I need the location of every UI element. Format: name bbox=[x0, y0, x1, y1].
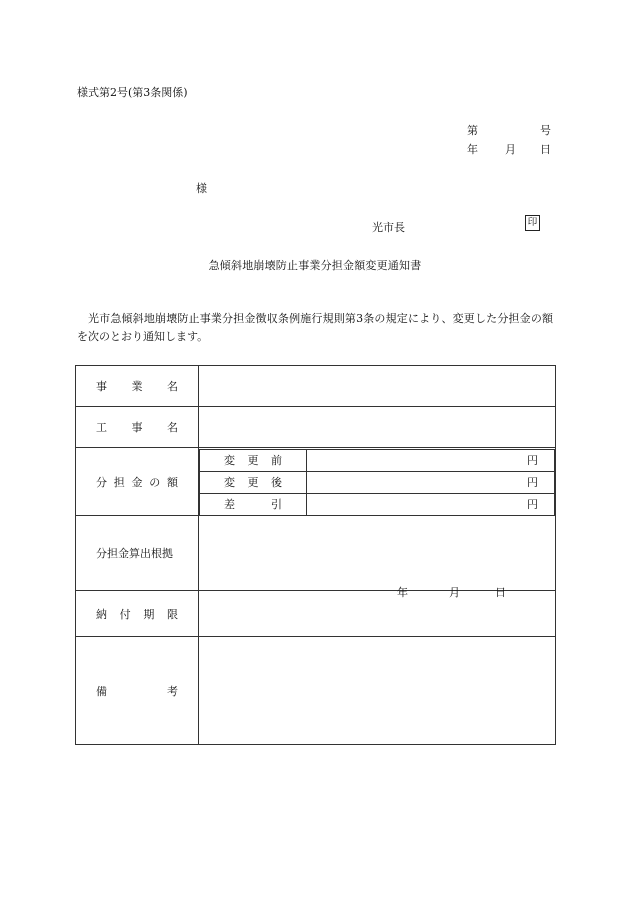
doc-number-suffix: 号 bbox=[540, 124, 551, 137]
label-char: 期 bbox=[143, 607, 155, 621]
doc-number-prefix: 第 bbox=[467, 124, 478, 137]
label-char: 変 bbox=[224, 476, 235, 489]
issuer-name: 光市長 bbox=[372, 221, 405, 234]
after-amount-field[interactable] bbox=[307, 471, 555, 493]
document-title: 急傾斜地崩壊防止事業分担金額変更通知書 bbox=[208, 259, 422, 272]
row-basis bbox=[76, 516, 556, 591]
project-name-field[interactable] bbox=[199, 366, 556, 407]
project-name-label bbox=[76, 366, 199, 407]
label-char: 後 bbox=[271, 476, 282, 489]
label-char: 更 bbox=[247, 476, 259, 489]
label-char: 差 bbox=[224, 498, 235, 511]
label-char: 考 bbox=[167, 684, 178, 698]
row-work-name bbox=[76, 407, 556, 448]
label-char: 名 bbox=[167, 421, 178, 434]
diff-label bbox=[200, 493, 307, 515]
amount-subtable bbox=[199, 449, 555, 515]
label-char: 納 bbox=[96, 607, 107, 621]
label-char: 事 bbox=[96, 380, 107, 393]
deadline-label bbox=[76, 591, 199, 637]
label-char: 担 bbox=[113, 475, 125, 489]
diff-row bbox=[200, 493, 555, 515]
seal-mark: 印 bbox=[525, 215, 540, 231]
yen-unit: 円 bbox=[527, 498, 538, 511]
body-text: 光市急傾斜地崩壊防止事業分担金徴収条例施行規則第3条の規定により、変更した分担金の額を次のとおり通知します。 bbox=[77, 312, 553, 343]
recipient-suffix: 様 bbox=[196, 182, 207, 195]
label-char: 工 bbox=[96, 421, 107, 434]
before-row bbox=[200, 449, 555, 471]
basis-field[interactable] bbox=[199, 516, 556, 591]
label-char: 金 bbox=[131, 475, 143, 489]
before-amount-field[interactable] bbox=[307, 449, 555, 471]
label-char: 前 bbox=[271, 454, 282, 467]
label-char: 業 bbox=[131, 380, 143, 393]
label-char: 事 bbox=[131, 421, 143, 434]
label-char: 引 bbox=[271, 498, 282, 511]
notice-table bbox=[75, 365, 556, 745]
label-char: 更 bbox=[247, 454, 259, 467]
amount-cell bbox=[199, 448, 556, 516]
label-char: 付 bbox=[119, 607, 131, 621]
before-label bbox=[200, 449, 307, 471]
date-year: 年 bbox=[467, 143, 478, 156]
deadline-month: 月 bbox=[449, 586, 460, 599]
row-amount bbox=[76, 448, 556, 516]
remarks-label bbox=[76, 637, 199, 745]
basis-label bbox=[76, 516, 199, 591]
deadline-year: 年 bbox=[397, 586, 408, 599]
amount-label bbox=[76, 448, 199, 516]
diff-amount-field[interactable] bbox=[307, 493, 555, 515]
label-char: 名 bbox=[167, 380, 178, 393]
basis-label-text: 分担金算出根拠 bbox=[96, 547, 173, 560]
form-number: 様式第2号(第3条関係) bbox=[77, 86, 188, 99]
label-char: 変 bbox=[224, 454, 235, 467]
label-char: 限 bbox=[166, 607, 178, 621]
label-char: 備 bbox=[96, 684, 107, 698]
row-remarks bbox=[76, 637, 556, 745]
deadline-day: 日 bbox=[495, 586, 506, 599]
label-char: 分 bbox=[96, 475, 107, 489]
label-char: 額 bbox=[167, 475, 178, 489]
work-name-field[interactable] bbox=[199, 407, 556, 448]
date-day: 日 bbox=[540, 143, 551, 156]
yen-unit: 円 bbox=[527, 454, 538, 467]
after-row bbox=[200, 471, 555, 493]
remarks-field[interactable] bbox=[199, 637, 556, 745]
row-project-name bbox=[76, 366, 556, 407]
row-deadline bbox=[76, 591, 556, 637]
deadline-field[interactable] bbox=[199, 586, 556, 637]
yen-unit: 円 bbox=[527, 476, 538, 489]
label-char: の bbox=[149, 475, 161, 489]
work-name-label bbox=[76, 407, 199, 448]
date-month: 月 bbox=[505, 143, 516, 156]
after-label bbox=[200, 471, 307, 493]
